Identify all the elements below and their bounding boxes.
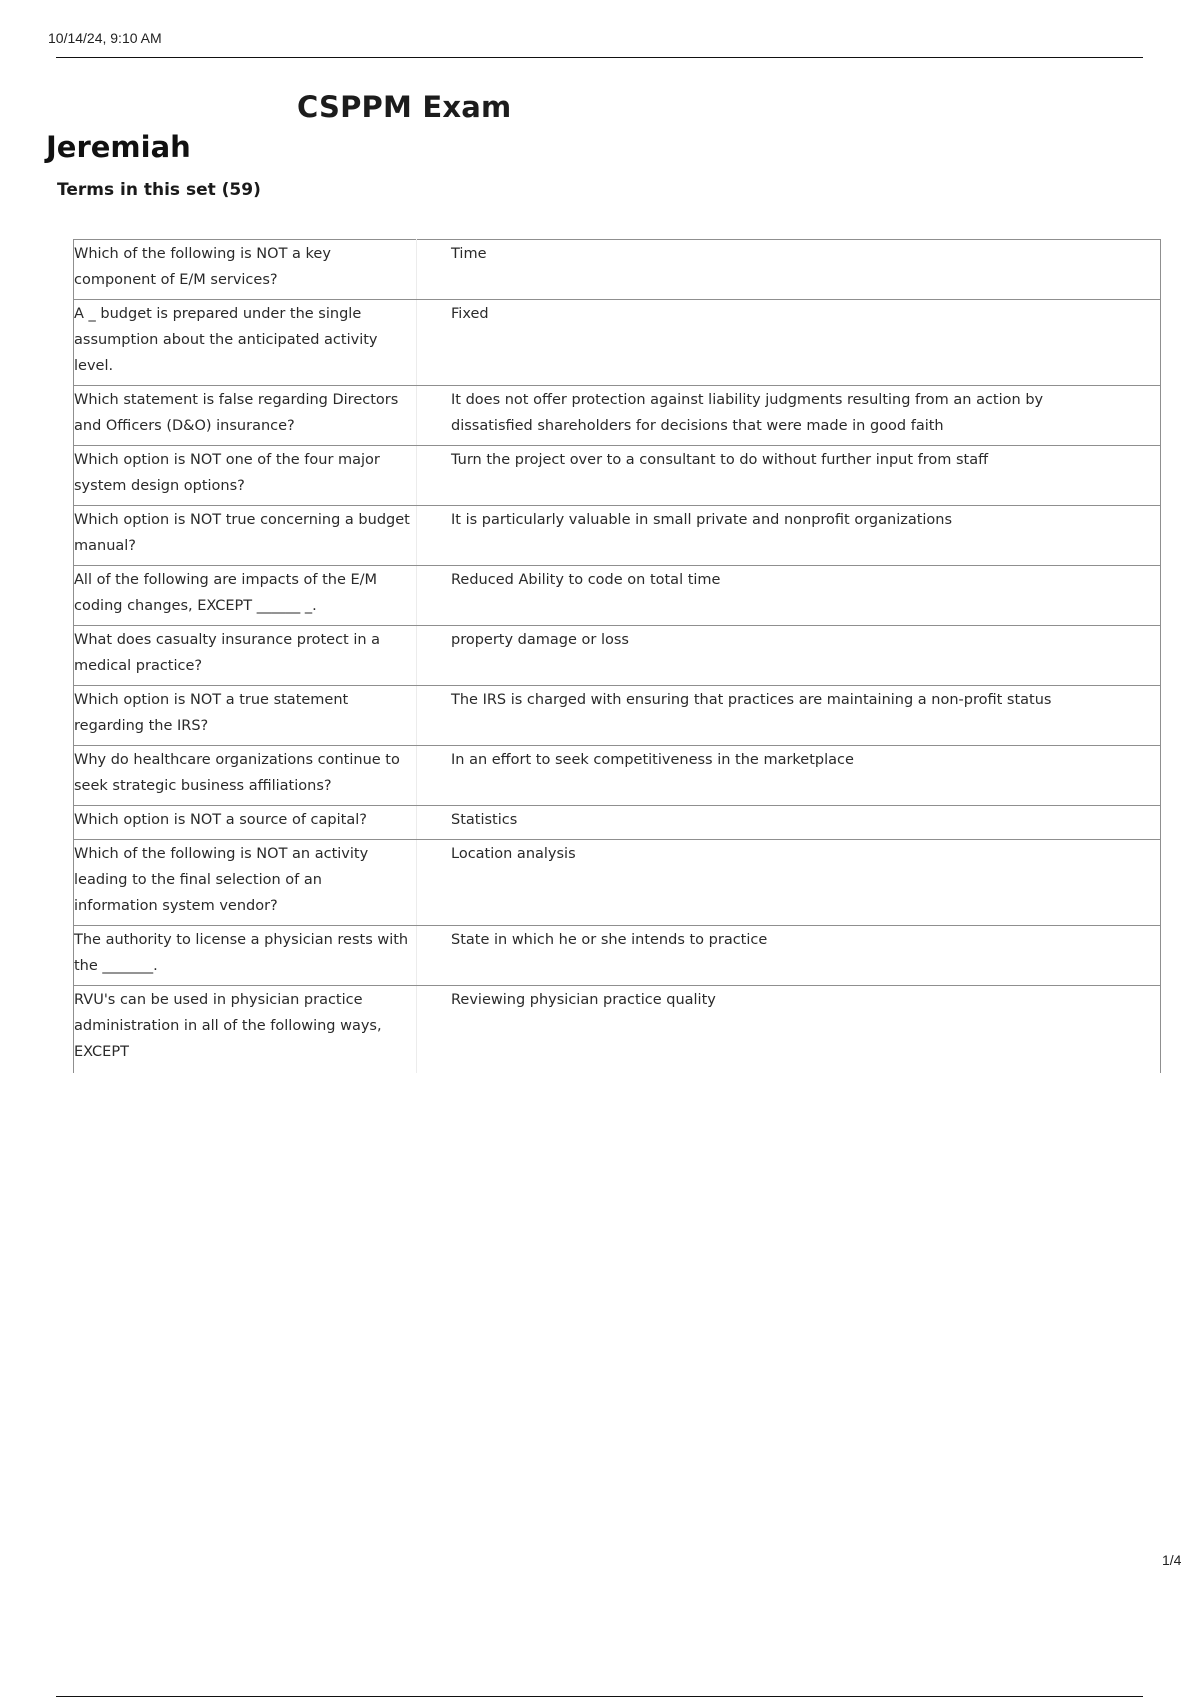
term-row (74, 240, 1161, 300)
term-row (74, 446, 1161, 506)
term-question: Which of the following is NOT a key component of E/M services? (74, 240, 417, 300)
term-answer: Location analysis (417, 840, 1161, 926)
footer-divider (56, 1696, 1143, 1697)
term-question: Which option is NOT one of the four major system design options? (74, 446, 417, 506)
header-divider (56, 57, 1143, 58)
term-row (74, 986, 1161, 1074)
term-question: Which option is NOT a true statement regarding the IRS? (74, 686, 417, 746)
print-timestamp: 10/14/24, 9:10 AM (48, 30, 162, 46)
term-question: The authority to license a physician rests with the _______. (74, 926, 417, 986)
term-row (74, 506, 1161, 566)
terms-table (73, 239, 1161, 1073)
term-row (74, 806, 1161, 840)
term-question: A _ budget is prepared under the single assumption about the anticipated activity level. (74, 300, 417, 386)
page-title: CSPPM Exam (297, 90, 512, 124)
term-row (74, 300, 1161, 386)
terms-table-body (74, 240, 1161, 1074)
term-answer: Fixed (417, 300, 1161, 386)
term-row (74, 386, 1161, 446)
term-answer: It does not offer protection against liability judgments resulting from an action by dissatisfied shareholders for decisions that were made in good faith (417, 386, 1161, 446)
term-question: Why do healthcare organizations continue to seek strategic business affiliations? (74, 746, 417, 806)
author-name: Jeremiah (46, 130, 191, 164)
term-row (74, 626, 1161, 686)
term-answer: property damage or loss (417, 626, 1161, 686)
term-row (74, 840, 1161, 926)
term-question: Which statement is false regarding Directors and Officers (D&O) insurance? (74, 386, 417, 446)
term-question: What does casualty insurance protect in a medical practice? (74, 626, 417, 686)
term-question: Which of the following is NOT an activity leading to the final selection of an information system vendor? (74, 840, 417, 926)
page-number: 1/4 (1162, 1552, 1182, 1568)
term-row (74, 926, 1161, 986)
term-row (74, 746, 1161, 806)
term-question: RVU's can be used in physician practice administration in all of the following ways, EXCEPT (74, 986, 417, 1074)
term-answer: Turn the project over to a consultant to do without further input from staff (417, 446, 1161, 506)
term-answer: Statistics (417, 806, 1161, 840)
term-answer: Reduced Ability to code on total time (417, 566, 1161, 626)
term-answer: Time (417, 240, 1161, 300)
term-answer: State in which he or she intends to practice (417, 926, 1161, 986)
term-answer: In an effort to seek competitiveness in the marketplace (417, 746, 1161, 806)
term-row (74, 686, 1161, 746)
term-question: Which option is NOT true concerning a budget manual? (74, 506, 417, 566)
terms-count-heading: Terms in this set (59) (57, 180, 261, 200)
term-row (74, 566, 1161, 626)
term-question: Which option is NOT a source of capital? (74, 806, 417, 840)
term-answer: The IRS is charged with ensuring that practices are maintaining a non-profit status (417, 686, 1161, 746)
term-question: All of the following are impacts of the E/M coding changes, EXCEPT ______ _. (74, 566, 417, 626)
term-answer: Reviewing physician practice quality (417, 986, 1161, 1074)
term-answer: It is particularly valuable in small private and nonprofit organizations (417, 506, 1161, 566)
